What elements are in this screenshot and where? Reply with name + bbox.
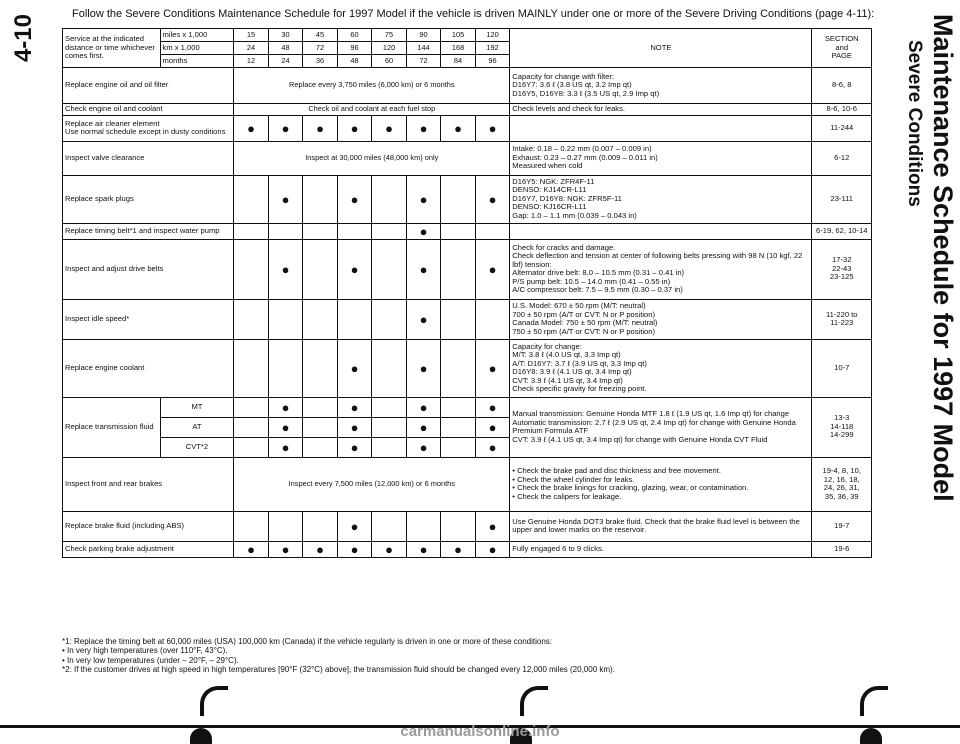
note-cell: Check for cracks and damage. Check deflection and tension at center of following belts pressing with 98 N (10 kgf, 22 lbf) tension: Alternator drive belt: 8.0 – 10.5 mm (0.31 – 0.41 in) P/S pump belt: 10.5 – 14.0 mm (0.41 – 0.55 in) A/C compressor belt: 7.5 – 9.5 mm (0.30 – 0.37 in) [510, 239, 812, 299]
section-cell: 8-6, 10-6 [812, 104, 872, 116]
service-dot: ● [372, 541, 407, 557]
row-engine-coolant [63, 339, 872, 397]
service-dot: ● [337, 175, 372, 223]
registration-mark-icon [200, 686, 228, 716]
note-cell: U.S. Model: 670 ± 50 rpm (M/T: neutral) 700 ± 50 rpm (A/T or CVT: N or P position) Canada Model: 750 ± 50 rpm (M/T: neutral) 750 ± 50 rpm (A/T or CVT: N or P position) [510, 299, 812, 339]
section-cell: 13-3 14-118 14-299 [812, 397, 872, 457]
service-dot: ● [475, 417, 510, 437]
row-parking-brake [63, 541, 872, 557]
service-dot: ● [475, 175, 510, 223]
note-cell [510, 223, 812, 239]
miles-cell: 15 [234, 29, 269, 42]
section-cell: 19-6 [812, 541, 872, 557]
note-header: NOTE [510, 29, 812, 68]
registration-mark-icon [860, 686, 888, 716]
page-number: 4-10 [10, 14, 37, 63]
service-dot: ● [406, 437, 441, 457]
months-cell: 36 [303, 55, 338, 68]
miles-cell: 90 [406, 29, 441, 42]
note-cell: Use Genuine Honda DOT3 brake fluid. Check that the brake fluid level is between the upper and lower marks on the reservoir. [510, 511, 812, 541]
side-subtitle: Severe Conditions [904, 40, 925, 207]
section-cell: 8-6, 8 [812, 68, 872, 104]
service-dot: ● [475, 239, 510, 299]
item-label: Inspect and adjust drive belts [63, 239, 234, 299]
row-drive-belts [63, 239, 872, 299]
note-cell: • Check the brake pad and disc thickness and free movement. • Check the wheel cylinder for leaks. • Check the brake linings for cracking, glazing, wear, or contamination. • Check the calipers for leakage. [510, 457, 812, 511]
service-dot: ● [406, 115, 441, 141]
service-dot: ● [406, 417, 441, 437]
note-cell: D16Y5: NGK: ZFR4F-11 DENSO: KJ14CR-L11 D16Y7, D16Y8: NGK: ZFR5F-11 DENSO: KJ16CR-L11 Gap: 1.0 – 1.1 mm (0.039 – 0.043 in) [510, 175, 812, 223]
months-cell: 12 [234, 55, 269, 68]
section-cell: 11-220 to 11-223 [812, 299, 872, 339]
note-cell [510, 115, 812, 141]
section-cell: 19-4, 8, 10, 12, 16, 18, 24, 26, 31, 35, 36, 39 [812, 457, 872, 511]
sub-label: CVT*2 [160, 437, 234, 457]
item-label: Inspect idle speed* [63, 299, 234, 339]
km-cell: 24 [234, 42, 269, 55]
service-dot: ● [475, 397, 510, 417]
item-label: Inspect front and rear brakes [63, 457, 234, 511]
item-label: Replace timing belt*1 and inspect water pump [63, 223, 234, 239]
section-cell: 17-32 22-43 23-125 [812, 239, 872, 299]
service-dot: ● [475, 339, 510, 397]
row-valve-clearance [63, 141, 872, 175]
service-dot: ● [441, 115, 476, 141]
months-label: months [160, 55, 234, 68]
service-label: Service at the indicated distance or time whichever comes first. [63, 29, 161, 68]
km-cell: 96 [337, 42, 372, 55]
service-dot: ● [268, 541, 303, 557]
service-dot: ● [475, 437, 510, 457]
km-cell: 192 [475, 42, 510, 55]
service-dot: ● [406, 223, 441, 239]
section-cell: 6-19, 62, 10-14 [812, 223, 872, 239]
interval-text: Inspect every 7,500 miles (12,000 km) or 6 months [234, 457, 510, 511]
miles-cell: 120 [475, 29, 510, 42]
km-label: km x 1,000 [160, 42, 234, 55]
service-dot: ● [337, 511, 372, 541]
interval-text: Check oil and coolant at each fuel stop [234, 104, 510, 116]
service-dot: ● [337, 437, 372, 457]
service-dot: ● [337, 541, 372, 557]
months-cell: 48 [337, 55, 372, 68]
service-dot: ● [441, 541, 476, 557]
item-label: Check parking brake adjustment [63, 541, 234, 557]
row-timing-belt [63, 223, 872, 239]
row-brake-fluid [63, 511, 872, 541]
item-label: Replace air cleaner element Use normal schedule except in dusty conditions [63, 115, 234, 141]
note-cell: Capacity for change with filter: D16Y7: 3.6 ℓ (3.8 US qt, 3.2 Imp qt) D16Y5, D16Y8: 3.3 ℓ (3.5 US qt, 2.9 Imp qt) [510, 68, 812, 104]
section-cell: 10-7 [812, 339, 872, 397]
interval-text: Inspect at 30,000 miles (48,000 km) only [234, 141, 510, 175]
row-trans-mt [63, 397, 872, 417]
item-label: Replace brake fluid (including ABS) [63, 511, 234, 541]
intro-text: Follow the Severe Conditions Maintenance Schedule for 1997 Model if the vehicle is driven MAINLY under one or more of the Severe Driving Conditions (page 4-11): [72, 8, 875, 20]
row-check-oil [63, 104, 872, 116]
service-dot: ● [406, 541, 441, 557]
service-dot: ● [337, 239, 372, 299]
row-inspect-brakes [63, 457, 872, 511]
side-title: Maintenance Schedule for 1997 Model [928, 14, 958, 502]
service-dot: ● [337, 397, 372, 417]
miles-cell: 60 [337, 29, 372, 42]
note-cell: Fully engaged 6 to 9 clicks. [510, 541, 812, 557]
service-dot: ● [406, 299, 441, 339]
service-dot: ● [268, 115, 303, 141]
km-cell: 144 [406, 42, 441, 55]
item-label: Replace transmission fluid [63, 397, 161, 457]
item-label: Replace spark plugs [63, 175, 234, 223]
miles-cell: 30 [268, 29, 303, 42]
service-dot: ● [268, 437, 303, 457]
service-dot: ● [303, 115, 338, 141]
service-dot: ● [372, 115, 407, 141]
service-dot: ● [234, 115, 269, 141]
watermark: carmanualsonline.info [400, 723, 560, 740]
section-cell: 6-12 [812, 141, 872, 175]
section-cell: 11-244 [812, 115, 872, 141]
sub-label: AT [160, 417, 234, 437]
maintenance-schedule-table [62, 28, 872, 558]
months-cell: 24 [268, 55, 303, 68]
months-cell: 60 [372, 55, 407, 68]
service-dot: ● [406, 175, 441, 223]
section-header: SECTION and PAGE [812, 29, 872, 68]
note-cell: Capacity for change: M/T: 3.8 ℓ (4.0 US qt, 3.3 Imp qt) A/T: D16Y7: 3.7 ℓ (3.9 US qt, 3.3 Imp qt) D16Y8: 3.9 ℓ (4.1 US qt, 3.4 Imp qt) CVT: 3.9 ℓ (4.1 US qt, 3.4 Imp qt) Check specific gravity for freezing point. [510, 339, 812, 397]
service-dot: ● [475, 511, 510, 541]
km-cell: 168 [441, 42, 476, 55]
service-dot: ● [406, 239, 441, 299]
months-cell: 84 [441, 55, 476, 68]
sub-label: MT [160, 397, 234, 417]
service-dot: ● [268, 239, 303, 299]
miles-cell: 75 [372, 29, 407, 42]
service-dot: ● [406, 339, 441, 397]
km-cell: 120 [372, 42, 407, 55]
section-cell: 23-111 [812, 175, 872, 223]
note-cell: Intake: 0.18 – 0.22 mm (0.007 – 0.009 in) Exhaust: 0.23 – 0.27 mm (0.009 – 0.011 in) Measured when cold [510, 141, 812, 175]
service-dot: ● [406, 397, 441, 417]
service-dot: ● [337, 417, 372, 437]
months-cell: 96 [475, 55, 510, 68]
service-dot: ● [337, 339, 372, 397]
service-dot: ● [234, 541, 269, 557]
service-dot: ● [475, 541, 510, 557]
service-dot: ● [337, 115, 372, 141]
service-dot: ● [475, 115, 510, 141]
note-cell: Manual transmission: Genuine Honda MTF 1.8 ℓ (1.9 US qt, 1.6 Imp qt) for change Automatic transmission: 2.7 ℓ (2.9 US qt, 2.4 Imp qt) for change with Genuine Honda Premium Formula ATF CVT: 3.9 ℓ (4.1 US qt, 3.4 Imp qt) for change with Genuine Honda CVT Fluid [510, 397, 812, 457]
service-dot: ● [303, 541, 338, 557]
row-replace-oil [63, 68, 872, 104]
miles-label: miles x 1,000 [160, 29, 234, 42]
miles-cell: 45 [303, 29, 338, 42]
row-air-cleaner [63, 115, 872, 141]
service-dot: ● [268, 417, 303, 437]
service-dot: ● [268, 397, 303, 417]
item-label: Replace engine coolant [63, 339, 234, 397]
item-label: Inspect valve clearance [63, 141, 234, 175]
row-idle-speed [63, 299, 872, 339]
item-label: Check engine oil and coolant [63, 104, 234, 116]
service-dot: ● [268, 175, 303, 223]
interval-text: Replace every 3,750 miles (6,000 km) or 6 months [234, 68, 510, 104]
footnotes: *1: Replace the timing belt at 60,000 miles (USA) 100,000 km (Canada) if the vehicle regularly is driven in one or more of these conditions: • In very high temperatures (over 110°F, 43°C). • In very low temperatures (under – 20°F, – 29°C). *2: If the customer drives at high speed in high temperatures [90°F (32°C) above], the transmission fluid should be changed every 12,000 miles (20,000 km). [62, 637, 615, 675]
registration-mark-icon [520, 686, 548, 716]
km-cell: 72 [303, 42, 338, 55]
row-spark-plugs [63, 175, 872, 223]
miles-cell: 105 [441, 29, 476, 42]
header-row-miles [63, 29, 872, 42]
note-cell: Check levels and check for leaks. [510, 104, 812, 116]
section-cell: 19-7 [812, 511, 872, 541]
months-cell: 72 [406, 55, 441, 68]
item-label: Replace engine oil and oil filter [63, 68, 234, 104]
km-cell: 48 [268, 42, 303, 55]
